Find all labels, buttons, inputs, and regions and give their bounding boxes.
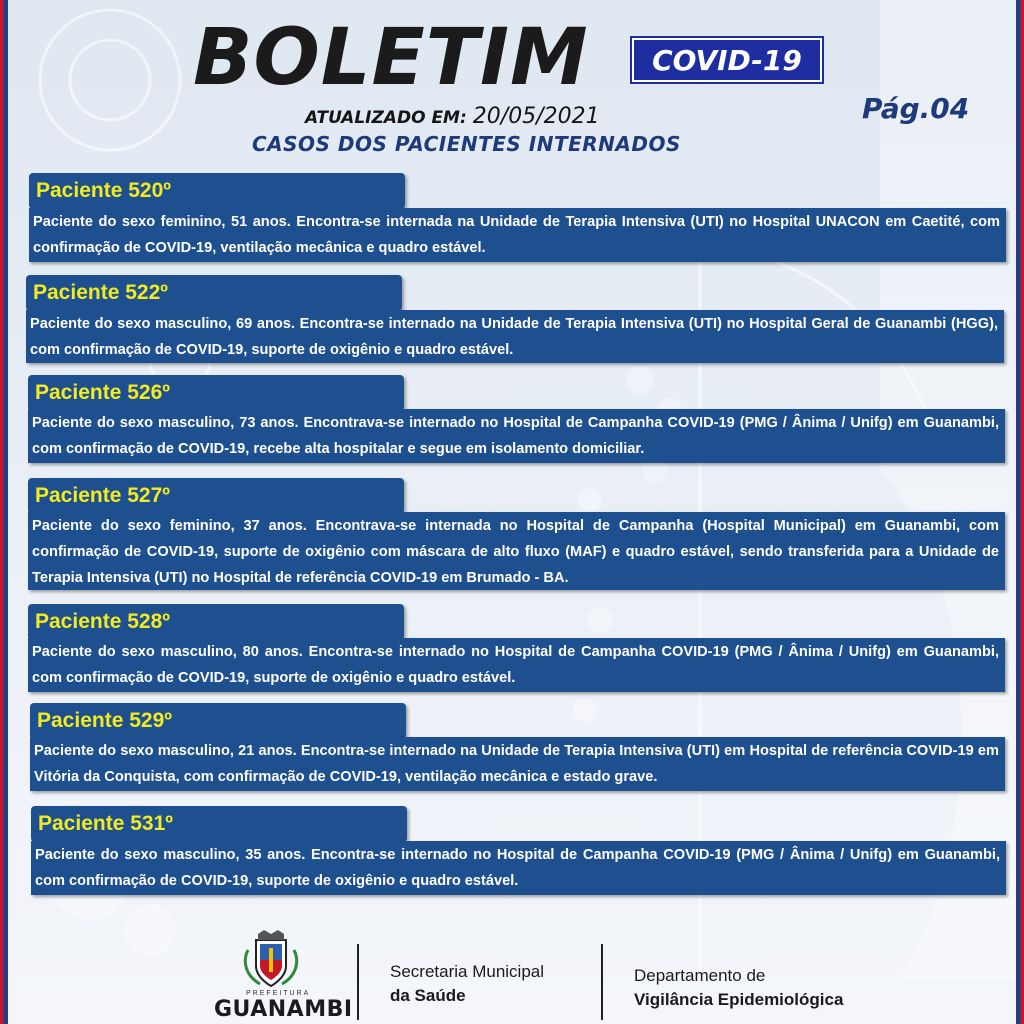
patient-description: Paciente do sexo masculino, 21 anos. Encontra-se internado na Unidade de Terapia Intensiva (UTI) em Hospital de referência COVID-19 em Vitória da Conquista, com confirmação de COVID-19, ventilação mecânica e estado grave. [30, 737, 1005, 791]
patient-description: Paciente do sexo masculino, 80 anos. Encontra-se internado no Hospital de Campanha COVID-19 (PMG / Ânima / Unifg) em Guanambi, com confirmação de COVID-19, suporte de oxigênio e quadro estável. [28, 638, 1005, 692]
secretaria-block [390, 960, 544, 1008]
prefeitura-small-label: PREFEITURA [246, 990, 311, 997]
prefeitura-name: GUANAMBI [214, 997, 353, 1022]
departamento-line2: Vigilância Epidemiológica [634, 990, 844, 1009]
patient-description: Paciente do sexo masculino, 69 anos. Encontra-se internado na Unidade de Terapia Intensiva (UTI) no Hospital Geral de Guanambi (HGG), com confirmação de COVID-19, suporte de oxigênio e quadro estável. [26, 310, 1004, 363]
patient-description: Paciente do sexo feminino, 51 anos. Encontra-se internada na Unidade de Terapia Intensiva (UTI) no Hospital UNACON em Caetité, com confirmação de COVID-19, ventilação mecânica e quadro estável. [29, 208, 1006, 262]
patient-label: Paciente 522º [26, 275, 402, 311]
secretaria-line1: Secretaria Municipal [390, 962, 545, 981]
footer [0, 924, 1024, 1024]
patient-description: Paciente do sexo masculino, 73 anos. Encontrava-se internado no Hospital de Campanha COVID-19 (PMG / Ânima / Unifg) em Guanambi, com confirmação de COVID-19, recebe alta hospitalar e segue em isolamento domiciliar. [28, 409, 1005, 463]
patient-label: Paciente 529º [30, 703, 406, 739]
city-crest-icon [238, 930, 304, 990]
patient-label: Paciente 531º [31, 806, 407, 842]
departamento-block [634, 964, 843, 1012]
patient-label: Paciente 528º [28, 604, 404, 640]
footer-divider [357, 944, 359, 1020]
section-subtitle: CASOS DOS PACIENTES INTERNADOS [252, 132, 681, 156]
bulletin-title: BOLETIM [193, 13, 589, 103]
updated-line [305, 104, 600, 129]
patient-label: Paciente 527º [28, 478, 404, 514]
patient-description: Paciente do sexo feminino, 37 anos. Encontrava-se internada no Hospital de Campanha (Hospital Municipal) em Guanambi, com confirmação de COVID-19, suporte de oxigênio com máscara de alto fluxo (MAF) e quadro estável, sendo transferida para a Unidade de Terapia Intensiva (UTI) no Hospital de referência COVID-19 em Brumado - BA. [28, 512, 1005, 590]
covid-badge: COVID-19 [632, 38, 822, 82]
patient-label: Paciente 526º [28, 375, 404, 411]
page-number: Pág.04 [862, 92, 970, 125]
updated-date: 20/05/2021 [472, 104, 600, 129]
patient-label: Paciente 520º [29, 173, 405, 209]
departamento-line1: Departamento de [634, 966, 766, 985]
secretaria-line2: da Saúde [390, 986, 466, 1005]
updated-label: ATUALIZADO EM: [305, 108, 467, 128]
patient-description: Paciente do sexo masculino, 35 anos. Encontra-se internado no Hospital de Campanha COVID-19 (PMG / Ânima / Unifg) em Guanambi, com confirmação de COVID-19, suporte de oxigênio e quadro estável. [31, 841, 1006, 895]
footer-divider [601, 944, 603, 1020]
